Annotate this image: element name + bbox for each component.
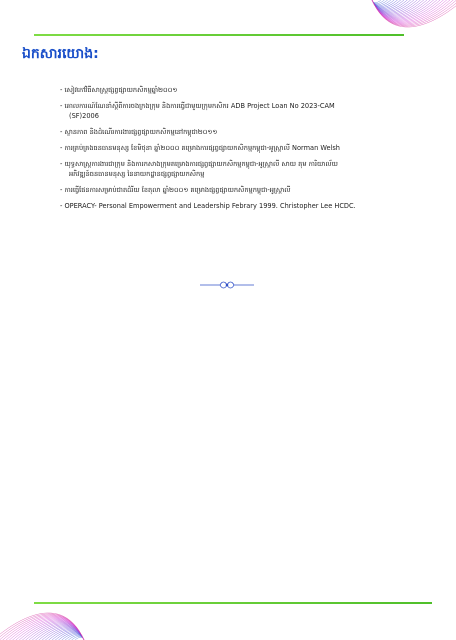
reference-item: [60, 202, 420, 212]
reference-text: - ស្ថានភាព និងដំណើរការងារផ្សព្វផ្សាយកសិកម្មនៅកម្ពុជា២០១១: [60, 127, 218, 136]
section-heading: [22, 44, 99, 65]
center-ornament: [198, 280, 256, 290]
reference-text: - ការធ្វើផែនការសម្រាប់ជាតដំរីយ ខែតុលា ឆ្នាំ២០០១ គម្រោងផ្សព្វផ្សាយកសិកម្មកម្ពុជា-អូស្ត្រាលី: [60, 186, 291, 195]
reference-item: [60, 160, 420, 179]
reference-text: - OPERACY- Personal Empowerment and Leadership Febrary 1999. Christopher Lee HCDC.: [60, 202, 356, 211]
top-rule: [34, 34, 404, 36]
reference-text-continued: (SF)2006: [69, 111, 99, 120]
reference-text: - គោលការណ៍ណែនាំស្តីពីការចងក្រងក្រុម និងការធ្វើជាមួយក្រុមកសិករ ADB Project Loan No 2023-CAM: [60, 102, 335, 111]
reference-item: [60, 186, 420, 196]
reference-item: [60, 86, 420, 96]
reference-text: - យុទ្ធសាស្ត្រការងារជាក្រុម និងការកសាងក្រុមគម្រោងការផ្សព្វផ្សាយកសិកម្មកម្ពុជា-អូស្ត្រាលី សាយ គុម ការិយាល័យ: [60, 160, 338, 169]
reference-list: [60, 86, 420, 219]
reference-item: [60, 144, 420, 154]
bottom-rule: [34, 602, 432, 604]
heading-text: ឯកសារយោង:: [22, 46, 99, 62]
reference-text-continued: អភិវឌ្ឍន៍ធនធានមនុស្ស នៃនាយកដ្ឋានផ្សព្វផ្សាយកសិកម្ម: [69, 169, 205, 178]
reference-text: - ការគ្រប់គ្រងធនធានមនុស្ស ខែមិថុនា ឆ្នាំ២០០០ គម្រោងការផ្សព្វផ្សាយកសិកម្មកម្ពុជា-អូស្ត្រាលី Norman Welsh: [60, 144, 340, 153]
reference-item: [60, 102, 420, 121]
reference-text: - សៀវភៅវិធីសាស្ត្រផ្សព្វផ្សាយកសិកម្មឆ្នាំ២០០១: [60, 86, 178, 94]
reference-item: [60, 128, 420, 138]
